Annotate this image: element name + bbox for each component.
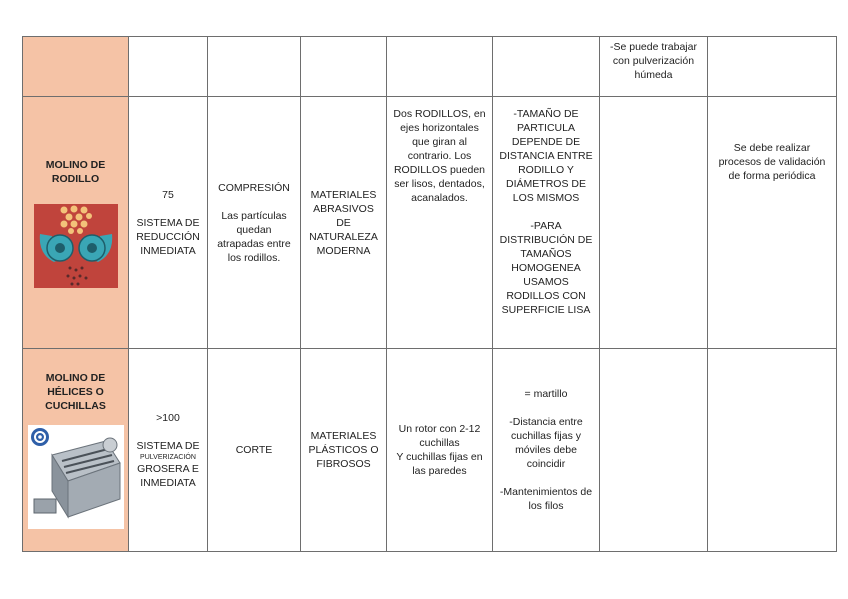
mechanism-detail: Las partículas quedan atrapadas entre los rodillos. [217, 209, 291, 264]
extra-cell [600, 349, 708, 552]
table-row [23, 37, 837, 97]
mechanism-cell [208, 349, 301, 552]
notes-cell [493, 349, 600, 552]
notes-text: -PARA DISTRIBUCIÓN DE TAMAÑOS HOMOGENEA USAMOS RODILLOS CON SUPERFICIE LISA [499, 220, 593, 316]
size-cell [129, 349, 208, 552]
extra-cell [600, 37, 708, 97]
notes-cell [493, 37, 600, 97]
description-cell [387, 97, 493, 349]
validation-cell [708, 97, 837, 349]
mill-name-cell [23, 349, 129, 552]
mechanism-cell [208, 97, 301, 349]
description-cell [387, 349, 493, 552]
extra-cell [600, 97, 708, 349]
system-type: SISTEMA DE [136, 439, 200, 452]
size-cell [129, 37, 208, 97]
particle-size: >100 [156, 411, 180, 424]
mill-comparison-table [22, 36, 837, 552]
description-text: Y cuchillas fijas en las paredes [396, 451, 483, 477]
validation-cell [708, 37, 837, 97]
materials-cell [301, 349, 387, 552]
description-cell [387, 37, 493, 97]
roller-mill-illustration [34, 204, 118, 288]
materials-text: MATERIALES ABRASIVOS DE NATURALEZA MODERNA [309, 188, 378, 257]
mill-name-cell [23, 97, 129, 349]
notes-text: = martillo [524, 388, 568, 400]
notes-text: -Distancia entre cuchillas fijas y móviles debe coincidir [509, 416, 583, 470]
blade-mill-illustration [28, 425, 124, 529]
extra-text: -Se puede trabajar con pulverización húmeda [610, 41, 697, 81]
system-type: SISTEMA DE REDUCCIÓN INMEDIATA [136, 216, 200, 257]
mechanism-title: CORTE [235, 444, 273, 456]
table-row [23, 97, 837, 349]
system-type: GROSERA E INMEDIATA [137, 462, 199, 489]
particle-size: 75 [162, 188, 174, 201]
materials-text: MATERIALES PLÁSTICOS O FIBROSOS [308, 430, 379, 470]
materials-cell [301, 97, 387, 349]
mill-name-cell [23, 37, 129, 97]
mill-name: MOLINO DE RODILLO [45, 158, 106, 185]
system-type: PULVERIZACIÓN [140, 453, 196, 461]
notes-cell [493, 97, 600, 349]
notes-text: -Mantenimientos de los filos [499, 486, 593, 512]
mill-name: MOLINO DE HÉLICES O CUCHILLAS [45, 372, 106, 412]
size-cell [129, 97, 208, 349]
description-text: Dos RODILLOS, en ejes horizontales que giran al contrario. Los RODILLOS pueden ser lisos, dentados, acanalados. [393, 108, 486, 204]
mechanism-cell [208, 37, 301, 97]
validation-text: Se debe realizar procesos de validación de forma periódica [718, 142, 826, 182]
table-row [23, 349, 837, 552]
description-text: Un rotor con 2-12 cuchillas [398, 423, 481, 449]
notes-text: -TAMAÑO DE PARTICULA DEPENDE DE DISTANCIA ENTRE RODILLO Y DIÁMETROS DE LOS MISMOS [499, 108, 593, 204]
mechanism-title: COMPRESIÓN [218, 181, 290, 194]
validation-cell [708, 349, 837, 552]
materials-cell [301, 37, 387, 97]
